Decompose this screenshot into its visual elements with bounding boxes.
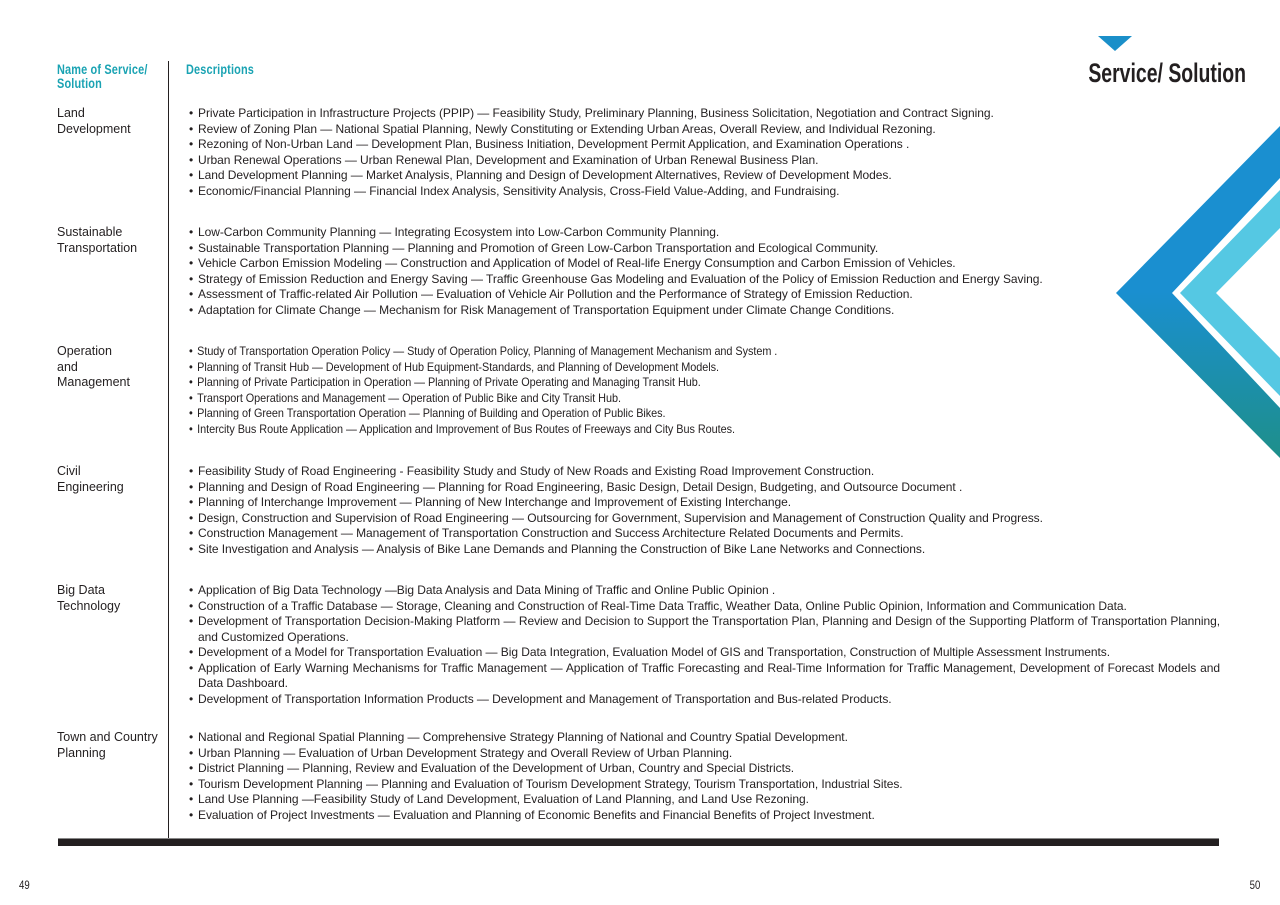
column-divider	[168, 61, 169, 839]
list-item: • Transport Operations and Management — Operation of Public Bike and City Transit Hub.	[189, 391, 1122, 407]
service-items	[189, 344, 1220, 437]
list-item: • Planning of Interchange Improvement — Planning of New Interchange and Improvement of Existing Interchange.	[189, 495, 1220, 511]
list-item: • Review of Zoning Plan — National Spatial Planning, Newly Constituting or Extending Urban Areas, Overall Review, and Individual Rezoning.	[189, 122, 1220, 138]
list-item: • Evaluation of Project Investments — Evaluation and Planning of Economic Benefits and Financial Benefits of Project Investment.	[189, 808, 1220, 824]
list-item: • Design, Construction and Supervision of Road Engineering — Outsourcing for Government, Supervision and Management of Construction Quality and Progress.	[189, 511, 1220, 527]
list-item: • Land Development Planning — Market Analysis, Planning and Design of Development Alternatives, Review of Development Modes.	[189, 168, 1220, 184]
service-name-line: Management	[57, 375, 130, 389]
list-item: • District Planning — Planning, Review and Evaluation of the Development of Urban, Country and Special Districts.	[189, 761, 1220, 777]
service-items	[189, 464, 1220, 557]
service-name: Big Data Technology	[57, 583, 121, 613]
list-item: • Planning of Transit Hub — Development of Hub Equipment-Standards, and Planning of Development Models.	[189, 360, 1122, 376]
service-name: Civil Engineering	[57, 464, 124, 494]
service-items	[189, 225, 1220, 318]
list-item: • Urban Renewal Operations — Urban Renewal Plan, Development and Examination of Urban Renewal Business Plan.	[189, 153, 1220, 169]
list-item: • Application of Big Data Technology —Big Data Analysis and Data Mining of Traffic and Online Public Opinion .	[189, 583, 1220, 599]
list-item: • National and Regional Spatial Planning — Comprehensive Strategy Planning of National and Country Spatial Development.	[189, 730, 1220, 746]
list-item: • Strategy of Emission Reduction and Energy Saving — Traffic Greenhouse Gas Modeling and Evaluation of the Policy of Emission Reduction and Energy Saving.	[189, 272, 1220, 288]
service-items	[189, 583, 1220, 707]
footer-bar	[58, 838, 1219, 846]
list-item: • Application of Early Warning Mechanisms for Traffic Management — Application of Traffic Forecasting and Real-Time Information for Traffic Management, Development of Forecast Models and Data Dashboard.	[189, 661, 1220, 692]
title-triangle-icon	[1098, 36, 1132, 51]
list-item: • Land Use Planning —Feasibility Study of Land Development, Evaluation of Land Planning, and Land Use Rezoning.	[189, 792, 1220, 808]
footer-bar-highlight	[58, 838, 1219, 839]
service-name: Sustainable Transportation	[57, 225, 138, 255]
page-number-left: 49	[19, 878, 30, 892]
list-item: • Low-Carbon Community Planning — Integrating Ecosystem into Low-Carbon Community Planning.	[189, 225, 1220, 241]
list-item: • Intercity Bus Route Application — Application and Improvement of Bus Routes of Freeways and City Bus Routes.	[189, 422, 1122, 438]
list-item: • Planning of Private Participation in Operation — Planning of Private Operating and Managing Transit Hub.	[189, 375, 1122, 391]
service-items	[189, 106, 1220, 199]
list-item: • Study of Transportation Operation Policy — Study of Operation Policy, Planning of Management Mechanism and System .	[189, 344, 1122, 360]
service-name	[57, 344, 165, 391]
list-item: • Urban Planning — Evaluation of Urban Development Strategy and Overall Review of Urban Planning.	[189, 746, 1220, 762]
service-name: Land Development	[57, 106, 131, 136]
page-title: Service/ Solution	[1088, 58, 1246, 88]
list-item: • Site Investigation and Analysis — Analysis of Bike Lane Demands and Planning the Construction of Bike Lane Networks and Connections.	[189, 542, 1220, 558]
list-item: • Planning of Green Transportation Operation — Planning of Building and Operation of Public Bikes.	[189, 406, 1122, 422]
list-item: • Development of Transportation Decision-Making Platform — Review and Decision to Support the Transportation Plan, Planning and Design of the Supporting Platform of Transportation Planning, and Customized Operations.	[189, 614, 1220, 645]
list-item: • Vehicle Carbon Emission Modeling — Construction and Application of Model of Real-life Energy Consumption and Carbon Emission of Vehicles.	[189, 256, 1220, 272]
column-header-descriptions: Descriptions	[186, 61, 255, 77]
page-number-right: 50	[1249, 878, 1260, 892]
list-item: • Adaptation for Climate Change — Mechanism for Risk Management of Transportation Equipment under Climate Change Conditions.	[189, 303, 1220, 319]
list-item: • Development of Transportation Information Products — Development and Management of Transportation and Bus-related Products.	[189, 692, 1220, 708]
list-item: • Tourism Development Planning — Planning and Evaluation of Tourism Development Strategy, Tourism Transportation, Industrial Sites.	[189, 777, 1220, 793]
service-name-line: and	[57, 359, 78, 374]
service-name: Town and Country Planning	[57, 730, 158, 760]
list-item: • Planning and Design of Road Engineering — Planning for Road Engineering, Basic Design, Detail Design, Budgeting, and Outsource Document .	[189, 480, 1220, 496]
service-name-line: Operation	[57, 344, 112, 358]
service-items	[189, 730, 1220, 823]
column-header-service-name: Name of Service/ Solution	[57, 61, 148, 91]
list-item: • Construction of a Traffic Database — Storage, Cleaning and Construction of Real-Time Data Traffic, Weather Data, Online Public Opinion, Information and Communication Data.	[189, 599, 1220, 615]
list-item: • Construction Management — Management of Transportation Construction and Success Architecture Related Documents and Permits.	[189, 526, 1220, 542]
list-item: • Economic/Financial Planning — Financial Index Analysis, Sensitivity Analysis, Cross-Field Value-Adding, and Fundraising.	[189, 184, 1220, 200]
list-item: • Sustainable Transportation Planning — Planning and Promotion of Green Low-Carbon Transportation and Ecological Community.	[189, 241, 1220, 257]
list-item: • Feasibility Study of Road Engineering - Feasibility Study and Study of New Roads and Existing Road Improvement Construction.	[189, 464, 1220, 480]
list-item: • Assessment of Traffic-related Air Pollution — Evaluation of Vehicle Air Pollution and the Performance of Strategy of Emission Reduction.	[189, 287, 1220, 303]
list-item: • Rezoning of Non-Urban Land — Development Plan, Business Initiation, Development Permit Application, and Examination Operations .	[189, 137, 1220, 153]
decorative-chevron-icon	[1110, 120, 1280, 465]
list-item: • Development of a Model for Transportation Evaluation — Big Data Integration, Evaluation Model of GIS and Transportation, Construction of Multiple Assessment Instruments.	[189, 645, 1220, 661]
list-item: • Private Participation in Infrastructure Projects (PPIP) — Feasibility Study, Preliminary Planning, Business Solicitation, Negotiation and Contract Signing.	[189, 106, 1220, 122]
